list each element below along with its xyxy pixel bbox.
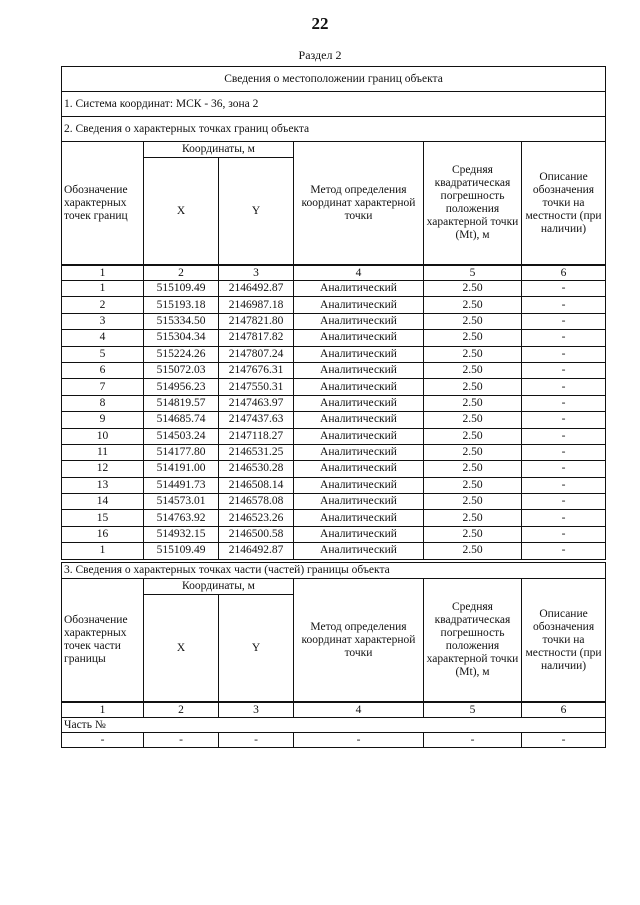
description-cell: - [522, 494, 606, 510]
x-coordinate-cell: 515304.34 [144, 330, 219, 346]
description-cell: - [522, 281, 606, 297]
y-coordinate-cell: 2147821.80 [219, 313, 294, 329]
page-number: 22 [311, 14, 329, 33]
method-cell: Аналитический [294, 281, 424, 297]
section-label: Раздел 2 [298, 48, 342, 62]
point-number-cell: 3 [62, 313, 144, 329]
y-coordinate-cell: 2147463.97 [219, 395, 294, 411]
method-cell: Аналитический [294, 297, 424, 313]
header-error: Средняя квадратическая погрешность положения характерной точки (Mt), м [424, 142, 522, 266]
column-number: 5 [424, 702, 522, 718]
part-row [62, 733, 606, 748]
error-cell: 2.50 [424, 494, 522, 510]
method-cell: Аналитический [294, 412, 424, 428]
method-cell: Аналитический [294, 461, 424, 477]
x-coordinate-cell: 515193.18 [144, 297, 219, 313]
error-cell: 2.50 [424, 510, 522, 526]
method-cell: Аналитический [294, 395, 424, 411]
y-coordinate-cell: 2147807.24 [219, 346, 294, 362]
header-error: Средняя квадратическая погрешность положения характерной точки (Mt), м [424, 579, 522, 703]
x-coordinate-cell: 514956.23 [144, 379, 219, 395]
y-coordinate-cell: 2147118.27 [219, 428, 294, 444]
table-row [62, 461, 606, 477]
x-coordinate-cell: 515334.50 [144, 313, 219, 329]
point-number-cell: 15 [62, 510, 144, 526]
table-row [62, 297, 606, 313]
part-boundary-points-table [61, 562, 606, 748]
x-coordinate-cell: 514491.73 [144, 477, 219, 493]
part-cell: - [219, 733, 294, 748]
y-coordinate-cell: 2146508.14 [219, 477, 294, 493]
method-cell: Аналитический [294, 313, 424, 329]
table-row [62, 526, 606, 542]
method-cell: Аналитический [294, 362, 424, 378]
column-number: 3 [219, 265, 294, 281]
x-coordinate-cell: 515109.49 [144, 281, 219, 297]
point-number-cell: 1 [62, 543, 144, 559]
table-row [62, 412, 606, 428]
column-number-row [62, 702, 606, 718]
description-cell: - [522, 428, 606, 444]
column-number: 4 [294, 265, 424, 281]
method-cell: Аналитический [294, 510, 424, 526]
column-number-row [62, 265, 606, 281]
part-cell: - [144, 733, 219, 748]
point-number-cell: 1 [62, 281, 144, 297]
error-cell: 2.50 [424, 281, 522, 297]
table-row [62, 510, 606, 526]
column-number: 4 [294, 702, 424, 718]
y-coordinate-cell: 2146531.25 [219, 444, 294, 460]
description-cell: - [522, 297, 606, 313]
error-cell: 2.50 [424, 526, 522, 542]
point-number-cell: 16 [62, 526, 144, 542]
description-cell: - [522, 395, 606, 411]
point-number-cell: 10 [62, 428, 144, 444]
boundary-points-table [61, 66, 606, 560]
y-coordinate-cell: 2147550.31 [219, 379, 294, 395]
description-cell: - [522, 313, 606, 329]
y-coordinate-cell: 2146492.87 [219, 281, 294, 297]
point-number-cell: 11 [62, 444, 144, 460]
y-coordinate-cell: 2147437.63 [219, 412, 294, 428]
error-cell: 2.50 [424, 444, 522, 460]
coord-system: 1. Система координат: МСК - 36, зона 2 [62, 92, 606, 117]
description-cell: - [522, 412, 606, 428]
table-row [62, 330, 606, 346]
error-cell: 2.50 [424, 379, 522, 395]
header-point-designation: Обозначение характерных точек границ [62, 142, 144, 266]
column-number: 2 [144, 702, 219, 718]
x-coordinate-cell: 514191.00 [144, 461, 219, 477]
y-coordinate-cell: 2147817.82 [219, 330, 294, 346]
header-coordinates: Координаты, м [144, 142, 294, 158]
description-cell: - [522, 526, 606, 542]
description-cell: - [522, 477, 606, 493]
point-number-cell: 6 [62, 362, 144, 378]
method-cell: Аналитический [294, 494, 424, 510]
y-coordinate-cell: 2146492.87 [219, 543, 294, 559]
header-method: Метод определения координат характерной точки [294, 579, 424, 703]
description-cell: - [522, 346, 606, 362]
table-title: Сведения о местоположении границ объекта [62, 67, 606, 92]
header-x: X [144, 158, 219, 266]
error-cell: 2.50 [424, 428, 522, 444]
y-coordinate-cell: 2146500.58 [219, 526, 294, 542]
x-coordinate-cell: 515109.49 [144, 543, 219, 559]
table-row [62, 362, 606, 378]
method-cell: Аналитический [294, 477, 424, 493]
error-cell: 2.50 [424, 412, 522, 428]
point-number-cell: 2 [62, 297, 144, 313]
section3-heading: 3. Сведения о характерных точках части (частей) границы объекта [62, 563, 606, 579]
x-coordinate-cell: 514503.24 [144, 428, 219, 444]
table-row [62, 395, 606, 411]
column-number: 2 [144, 265, 219, 281]
y-coordinate-cell: 2147676.31 [219, 362, 294, 378]
part-cell: - [522, 733, 606, 748]
column-number: 6 [522, 702, 606, 718]
error-cell: 2.50 [424, 346, 522, 362]
x-coordinate-cell: 514573.01 [144, 494, 219, 510]
point-number-cell: 5 [62, 346, 144, 362]
column-number: 3 [219, 702, 294, 718]
table-row [62, 379, 606, 395]
y-coordinate-cell: 2146987.18 [219, 297, 294, 313]
x-coordinate-cell: 515072.03 [144, 362, 219, 378]
x-coordinate-cell: 514763.92 [144, 510, 219, 526]
x-coordinate-cell: 514685.74 [144, 412, 219, 428]
error-cell: 2.50 [424, 461, 522, 477]
error-cell: 2.50 [424, 330, 522, 346]
y-coordinate-cell: 2146523.26 [219, 510, 294, 526]
method-cell: Аналитический [294, 330, 424, 346]
error-cell: 2.50 [424, 477, 522, 493]
error-cell: 2.50 [424, 395, 522, 411]
method-cell: Аналитический [294, 444, 424, 460]
part-label: Часть № [62, 718, 606, 733]
description-cell: - [522, 362, 606, 378]
point-number-cell: 7 [62, 379, 144, 395]
error-cell: 2.50 [424, 297, 522, 313]
header-y: Y [219, 595, 294, 703]
x-coordinate-cell: 514932.15 [144, 526, 219, 542]
point-number-cell: 12 [62, 461, 144, 477]
header-description: Описание обозначения точки на местности (при наличии) [522, 579, 606, 703]
table-row [62, 281, 606, 297]
point-number-cell: 14 [62, 494, 144, 510]
description-cell: - [522, 379, 606, 395]
method-cell: Аналитический [294, 543, 424, 559]
table-row [62, 543, 606, 559]
table-row [62, 313, 606, 329]
error-cell: 2.50 [424, 362, 522, 378]
point-number-cell: 13 [62, 477, 144, 493]
column-number: 1 [62, 265, 144, 281]
error-cell: 2.50 [424, 543, 522, 559]
x-coordinate-cell: 515224.26 [144, 346, 219, 362]
table-row [62, 346, 606, 362]
table-row [62, 477, 606, 493]
x-coordinate-cell: 514177.80 [144, 444, 219, 460]
part-cell: - [294, 733, 424, 748]
method-cell: Аналитический [294, 428, 424, 444]
description-cell: - [522, 510, 606, 526]
header-method: Метод определения координат характерной точки [294, 142, 424, 266]
point-number-cell: 4 [62, 330, 144, 346]
part-cell: - [424, 733, 522, 748]
header-point-designation-part: Обозначение характерных точек части границы [62, 579, 144, 703]
method-cell: Аналитический [294, 379, 424, 395]
description-cell: - [522, 461, 606, 477]
description-cell: - [522, 444, 606, 460]
y-coordinate-cell: 2146530.28 [219, 461, 294, 477]
y-coordinate-cell: 2146578.08 [219, 494, 294, 510]
header-x: X [144, 595, 219, 703]
column-number: 1 [62, 702, 144, 718]
description-cell: - [522, 330, 606, 346]
error-cell: 2.50 [424, 313, 522, 329]
section2-heading: 2. Сведения о характерных точках границ объекта [62, 117, 606, 142]
table-row [62, 428, 606, 444]
point-number-cell: 9 [62, 412, 144, 428]
x-coordinate-cell: 514819.57 [144, 395, 219, 411]
part-cell: - [62, 733, 144, 748]
point-number-cell: 8 [62, 395, 144, 411]
header-description: Описание обозначения точки на местности (при наличии) [522, 142, 606, 266]
description-cell: - [522, 543, 606, 559]
header-coordinates: Координаты, м [144, 579, 294, 595]
method-cell: Аналитический [294, 346, 424, 362]
method-cell: Аналитический [294, 526, 424, 542]
header-y: Y [219, 158, 294, 266]
table-row [62, 494, 606, 510]
table-row [62, 444, 606, 460]
column-number: 6 [522, 265, 606, 281]
column-number: 5 [424, 265, 522, 281]
